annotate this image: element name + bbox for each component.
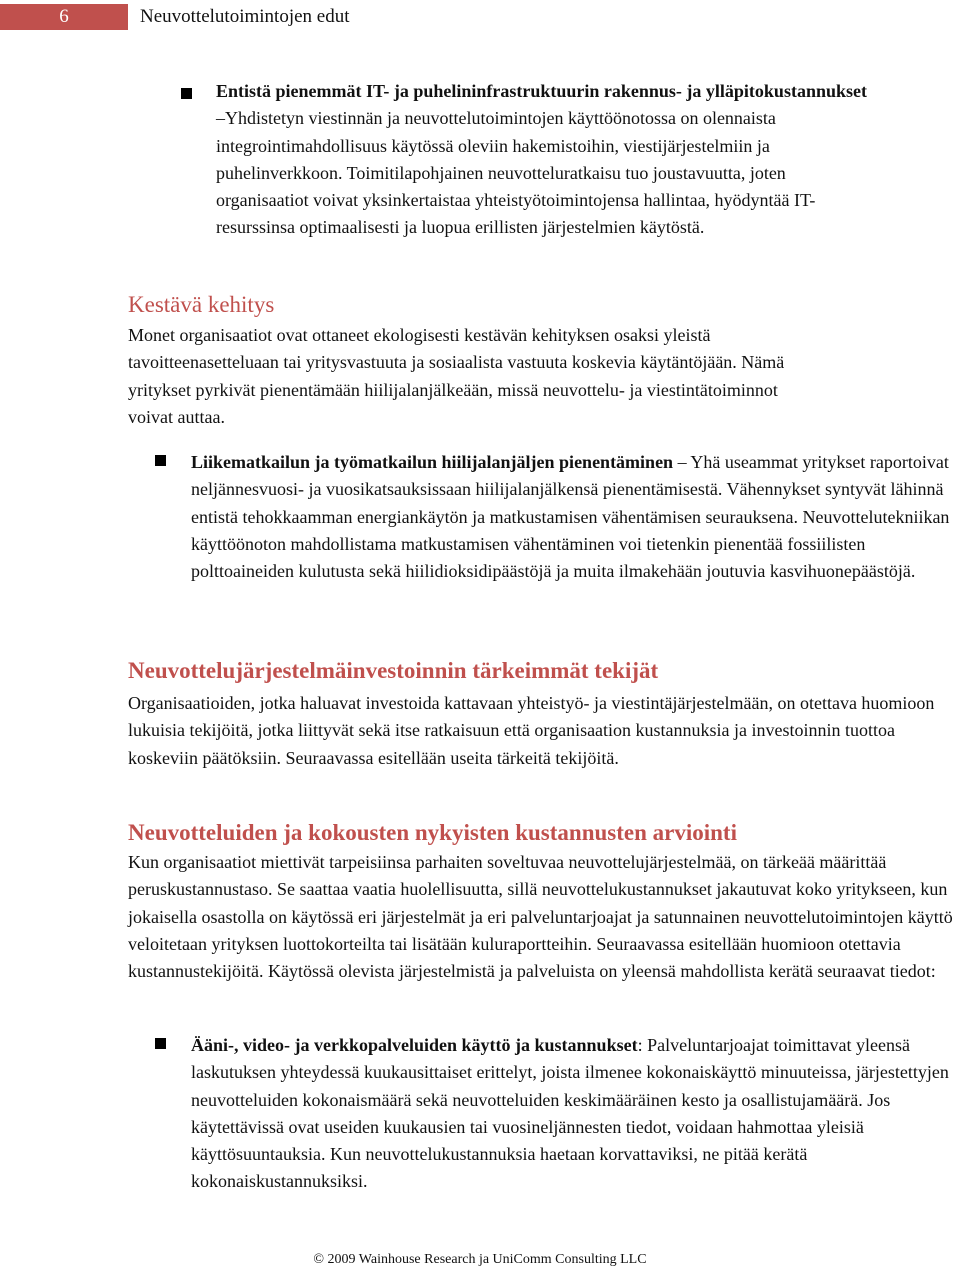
bullet-item-carbon-footprint	[191, 449, 959, 585]
section-heading-cost-assessment: Neuvotteluiden ja kokousten nykyisten kustannusten arviointi	[128, 820, 737, 845]
bullet-item-body: –Yhdistetyn viestinnän ja neuvottelutoimintojen käyttöönotossa on olennaista integrointimahdollisuus käytössä oleviin hakemistoihin, viestijärjestelmiin ja puhelinverkkoon. Toimitilapohjainen neuvotteluratkaisu tuo joustavuutta, joten organisaatiot voivat yksinkertaistaa yhteistyötoimintojensa hallintaa, hyödyntää IT-resurssinsa optimaalisesti ja luopua erillisten järjestelmien käytöstä.	[216, 108, 816, 238]
bullet-item-body: – Yhä useammat yritykset raportoivat neljännesvuosi- ja vuosikatsauksissaan hiilijalanjälkensä pienentämisestä. Vähennykset syntyvät lähinnä entistä tehokkaamman energiankäytön ja matkustamisen vähentämisen seurauksena. Neuvottelutekniikan käyttöönoton mahdollistama matkustamisen vähentäminen voi tietenkin pienentää fossiilisten polttoaineiden kulutusta sekä hiilidioksidipäästöjä ja muita ilmakehään joutuvia kasvihuonepäästöjä.	[191, 452, 950, 582]
section-paragraph-cost-assessment: Kun organisaatiot miettivät tarpeisiinsa parhaiten soveltuvaa neuvottelujärjestelmää, on tärkeää määrittää peruskustannustaso. Se saattaa vaatia huolellisuutta, sillä neuvottelukustannukset jakautuvat koko yritykseen, kun jokaisella osastolla on käytössä eri järjestelmät ja eri palveluntarjoajat ja satunnainen neuvottelutoimintojen käyttö veloitetaan yrityksen luottokorteilta tai lisätään kuluraportteihin. Seuraavassa esitellään huomioon otettavia kustannustekijöitä. Käytössä olevista järjestelmistä ja palveluista on yleensä mahdollista kerätä seuraavat tiedot:	[128, 852, 953, 982]
bullet-item-usage-costs	[191, 1032, 957, 1196]
section-heading-investment-factors: Neuvottelujärjestelmäinvestoinnin tärkeimmät tekijät	[128, 658, 659, 683]
bullet-item-title: Entistä pienemmät IT- ja puhelininfrastruktuurin rakennus- ja ylläpitokustannukset	[216, 81, 867, 101]
bullet-item-title: Liikematkailun ja työmatkailun hiilijalanjäljen pienentäminen	[191, 452, 674, 472]
bullet-item-body: : Palveluntarjoajat toimittavat yleensä laskutuksen yhteydessä kuukausittaiset erittelyt, joista ilmenee kokonaiskäyttö minuuteissa, järjestettyjen neuvotteluiden kokonaismäärä sekä neuvotteluiden keskimääräinen kesto ja osallistujamäärä. Jos käytettävissä ovat useiden kuukausien tai vuosineljännesten tiedot, voidaan hahmottaa yleisiä käyttösuuntauksia. Kun neuvottelukustannuksia haetaan korvattaviksi, ne pitää kerätä kokonaiskustannuksiksi.	[191, 1035, 949, 1192]
section-heading-sustainability: Kestävä kehitys	[128, 292, 275, 317]
running-header-title: Neuvottelutoimintojen edut	[140, 6, 350, 27]
section-paragraph-investment-factors: Organisaatioiden, jotka haluavat investoida kattavaan yhteistyö- ja viestintäjärjestelmään, on otettava huomioon lukuisia tekijöitä, jotka liittyvät sekä itse ratkaisuun että organisaation kustannuksia ja investoinnin tuottoa koskeviin päätöksiin. Seuraavassa esitellään useita tärkeitä tekijöitä.	[128, 693, 935, 768]
bullet-item-title: Ääni-, video- ja verkkopalveluiden käyttö ja kustannukset	[191, 1035, 638, 1055]
bullet-square-icon	[155, 1038, 166, 1049]
page-footer	[0, 1250, 960, 1270]
bullet-square-icon	[181, 88, 192, 99]
bullet-square-icon	[155, 455, 166, 466]
bullet-item-infrastructure	[216, 78, 876, 242]
section-paragraph-sustainability: Monet organisaatiot ovat ottaneet ekologisesti kestävän kehityksen osaksi yleistä tavoitteenasetteluaan tai yritysvastuuta ja sosiaalista vastuuta koskevia käytäntöjään. Nämä yritykset pyrkivät pienentämään hiilijalanjälkeään, missä neuvottelu- ja viestintätoiminnot voivat auttaa.	[128, 325, 785, 427]
page-number-badge: 6	[0, 4, 128, 30]
footer-copyright: © 2009 Wainhouse Research ja UniComm Consulting LLC	[313, 1252, 647, 1267]
